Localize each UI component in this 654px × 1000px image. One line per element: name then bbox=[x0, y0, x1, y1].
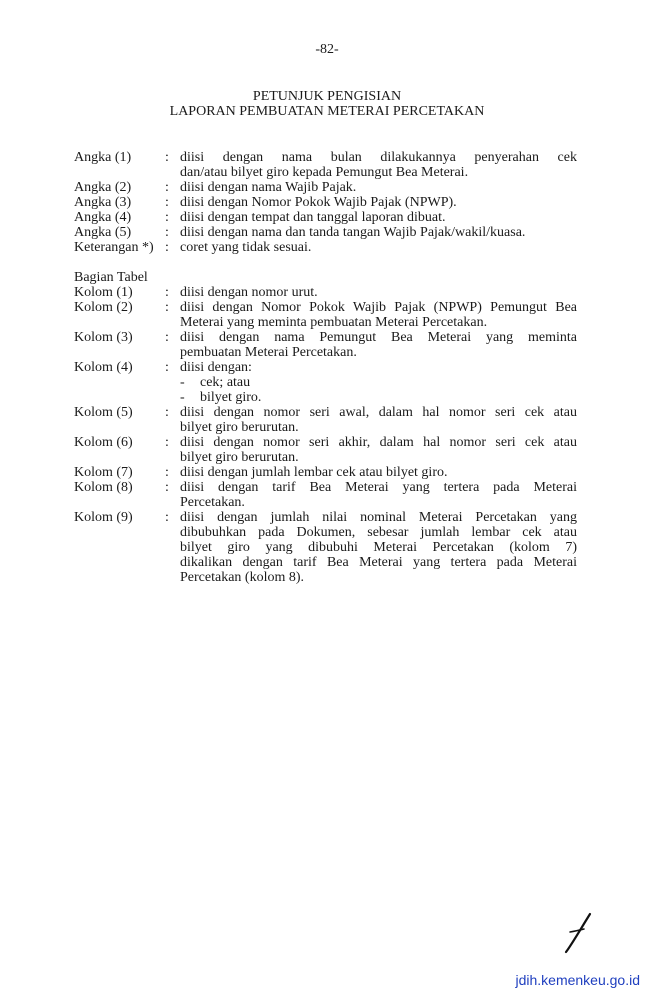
entry-label: Kolom (3) bbox=[74, 330, 133, 345]
kolom-entry bbox=[74, 360, 577, 405]
angka-entry bbox=[74, 210, 577, 225]
entry-text-line: bilyet giro berurutan. bbox=[180, 450, 299, 465]
entry-text-line: diisi dengan nomor urut. bbox=[180, 285, 318, 300]
entry-label: Keterangan *) bbox=[74, 240, 154, 255]
entry-text-line: pembuatan Meterai Percetakan. bbox=[180, 345, 357, 360]
bullet-dash: - bbox=[180, 375, 185, 390]
entry-text-line: diisi dengan Nomor Pokok Wajib Pajak (NPWP) Pemungut Bea bbox=[180, 300, 577, 315]
colon-separator: : bbox=[165, 195, 169, 210]
entry-text bbox=[180, 435, 577, 465]
entry-text-line: bilyet giro yang dibubuhi Meterai Percetakan (kolom 7) bbox=[180, 540, 577, 555]
angka-entry bbox=[74, 225, 577, 240]
entry-text-line: diisi dengan nama bulan dilakukannya penyerahan cek bbox=[180, 150, 577, 165]
angka-entry bbox=[74, 150, 577, 180]
entry-text-line: diisi dengan: bbox=[180, 360, 252, 375]
entry-label: Kolom (1) bbox=[74, 285, 133, 300]
entry-text-line: coret yang tidak sesuai. bbox=[180, 240, 312, 255]
kolom-entry bbox=[74, 285, 577, 300]
colon-separator: : bbox=[165, 285, 169, 300]
colon-separator: : bbox=[165, 150, 169, 165]
table-section-title: Bagian Tabel bbox=[74, 270, 148, 285]
entry-text bbox=[180, 510, 577, 585]
entry-text bbox=[180, 330, 577, 360]
colon-separator: : bbox=[165, 465, 169, 480]
entry-text-line: diisi dengan nama dan tanda tangan Wajib Pajak/wakil/kuasa. bbox=[180, 225, 526, 240]
instructions-body bbox=[74, 150, 577, 585]
footer-link[interactable]: jdih.kemenkeu.go.id bbox=[515, 972, 640, 988]
angka-entry bbox=[74, 240, 577, 255]
colon-separator: : bbox=[165, 360, 169, 375]
entry-text-line: diisi dengan nomor seri awal, dalam hal nomor seri cek atau bbox=[180, 405, 577, 420]
bullet-item bbox=[180, 390, 577, 405]
entry-text bbox=[180, 180, 577, 195]
kolom-entry bbox=[74, 480, 577, 510]
entry-text-line: diisi dengan jumlah lembar cek atau bilyet giro. bbox=[180, 465, 448, 480]
entry-text bbox=[180, 240, 577, 255]
entry-text-line: diisi dengan nama Pemungut Bea Meterai yang meminta bbox=[180, 330, 577, 345]
colon-separator: : bbox=[165, 405, 169, 420]
document-title-line-1: PETUNJUK PENGISIAN bbox=[252, 89, 402, 104]
colon-separator: : bbox=[165, 240, 169, 255]
kolom-entry bbox=[74, 300, 577, 330]
entry-text bbox=[180, 225, 577, 240]
entry-label: Kolom (6) bbox=[74, 435, 133, 450]
entry-label: Angka (5) bbox=[74, 225, 132, 240]
bullet-text: cek; atau bbox=[200, 375, 251, 390]
kolom-list bbox=[74, 285, 577, 585]
entry-text bbox=[180, 480, 577, 510]
entry-label: Angka (2) bbox=[74, 180, 132, 195]
entry-text-line: diisi dengan Nomor Pokok Wajib Pajak (NPWP). bbox=[180, 195, 457, 210]
entry-text-line: dibubuhkan pada Dokumen, sebesar jumlah lembar cek atau bbox=[180, 525, 577, 540]
bullet-text: bilyet giro. bbox=[200, 390, 262, 405]
entry-label: Angka (4) bbox=[74, 210, 132, 225]
kolom-entry bbox=[74, 405, 577, 435]
kolom-entry bbox=[74, 435, 577, 465]
colon-separator: : bbox=[165, 510, 169, 525]
entry-label: Kolom (9) bbox=[74, 510, 133, 525]
colon-separator: : bbox=[165, 180, 169, 195]
colon-separator: : bbox=[165, 330, 169, 345]
signature-initial bbox=[560, 910, 600, 955]
entry-text-line: diisi dengan nama Wajib Pajak. bbox=[180, 180, 357, 195]
angka-entry bbox=[74, 195, 577, 210]
entry-label: Kolom (4) bbox=[74, 360, 133, 375]
entry-text-line: Percetakan (kolom 8). bbox=[180, 570, 305, 585]
bullet-dash: - bbox=[180, 390, 185, 405]
colon-separator: : bbox=[165, 480, 169, 495]
entry-label: Kolom (5) bbox=[74, 405, 133, 420]
entry-text bbox=[180, 150, 577, 180]
angka-list bbox=[74, 150, 577, 255]
entry-text bbox=[180, 300, 577, 330]
entry-text bbox=[180, 285, 577, 300]
kolom-entry bbox=[74, 465, 577, 480]
angka-entry bbox=[74, 180, 577, 195]
entry-text-line: Meterai yang meminta pembuatan Meterai Percetakan. bbox=[180, 315, 488, 330]
bullet-item bbox=[180, 375, 577, 390]
page-number: -82- bbox=[315, 42, 339, 57]
entry-text-line: dikalikan dengan tarif Bea Meterai yang tertera pada Meterai bbox=[180, 555, 577, 570]
entry-text-line: diisi dengan jumlah nilai nominal Meterai Percetakan yang bbox=[180, 510, 577, 525]
colon-separator: : bbox=[165, 300, 169, 315]
entry-text-line: dan/atau bilyet giro kepada Pemungut Bea Meterai. bbox=[180, 165, 469, 180]
entry-label: Kolom (2) bbox=[74, 300, 133, 315]
entry-text bbox=[180, 360, 577, 405]
colon-separator: : bbox=[165, 435, 169, 450]
entry-text-line: diisi dengan tempat dan tanggal laporan dibuat. bbox=[180, 210, 446, 225]
entry-text-line: bilyet giro berurutan. bbox=[180, 420, 299, 435]
entry-label: Kolom (8) bbox=[74, 480, 133, 495]
colon-separator: : bbox=[165, 225, 169, 240]
entry-text bbox=[180, 465, 577, 480]
entry-text-line: diisi dengan nomor seri akhir, dalam hal nomor seri cek atau bbox=[180, 435, 577, 450]
colon-separator: : bbox=[165, 210, 169, 225]
entry-label: Angka (1) bbox=[74, 150, 132, 165]
entry-text bbox=[180, 210, 577, 225]
entry-text-line: Percetakan. bbox=[180, 495, 245, 510]
document-title-line-2: LAPORAN PEMBUATAN METERAI PERCETAKAN bbox=[169, 104, 485, 119]
entry-label: Angka (3) bbox=[74, 195, 132, 210]
kolom-entry bbox=[74, 510, 577, 585]
entry-label: Kolom (7) bbox=[74, 465, 133, 480]
entry-text bbox=[180, 405, 577, 435]
kolom-entry bbox=[74, 330, 577, 360]
entry-text bbox=[180, 195, 577, 210]
entry-text-line: diisi dengan tarif Bea Meterai yang tertera pada Meterai bbox=[180, 480, 577, 495]
